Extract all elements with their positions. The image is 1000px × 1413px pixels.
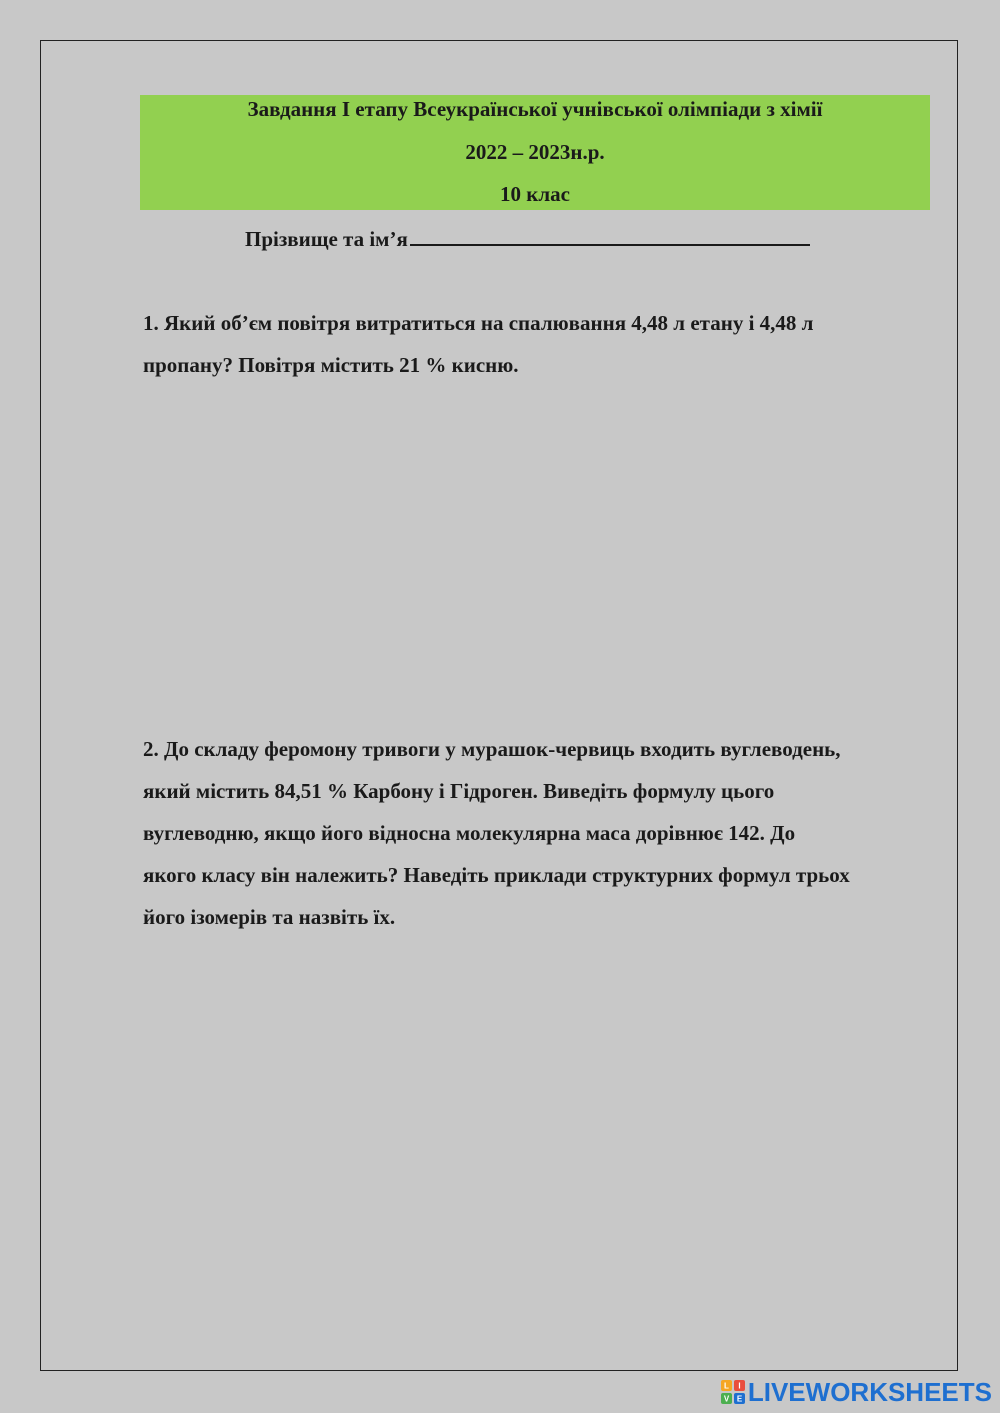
svg-text:V: V [723, 1394, 730, 1404]
student-name-row [245, 224, 810, 253]
school-year: 2022 – 2023н.р. [465, 140, 605, 164]
task-2-line: 2. До складу феромону тривоги у мурашок-червиць входить вуглеводень, [143, 737, 841, 761]
task-2-line: його ізомерів та назвіть їх. [143, 905, 396, 929]
student-name-label: Прізвище та ім’я [245, 227, 408, 251]
task-2-line: якого класу він належить? Наведіть приклади структурних формул трьох [143, 863, 850, 887]
grade-label: 10 клас [500, 182, 570, 206]
task-1-line: 1. Який об’єм повітря витратиться на спалювання 4,48 л етану і 4,48 л [143, 311, 814, 335]
olympiad-title: Завдання І етапу Всеукраїнської учнівської олімпіади з хімії [247, 97, 823, 121]
liveworksheets-logo[interactable] [721, 1377, 992, 1407]
student-name-blank[interactable] [410, 224, 810, 246]
task-2 [143, 728, 943, 938]
liveworksheets-logo-text: LIVEWORKSHEETS [747, 1377, 992, 1407]
task-2-line: який містить 84,51 % Карбону і Гідроген. Виведіть формулу цього [143, 779, 775, 803]
svg-text:E: E [736, 1394, 743, 1404]
liveworksheets-logo-icon [721, 1380, 745, 1404]
task-1-line: пропану? Повітря містить 21 % кисню. [143, 353, 519, 377]
svg-text:I: I [738, 1381, 741, 1391]
task-1 [143, 302, 943, 386]
svg-text:L: L [723, 1381, 729, 1391]
task-2-line: вуглеводню, якщо його відносна молекулярна маса дорівнює 142. До [143, 821, 796, 845]
